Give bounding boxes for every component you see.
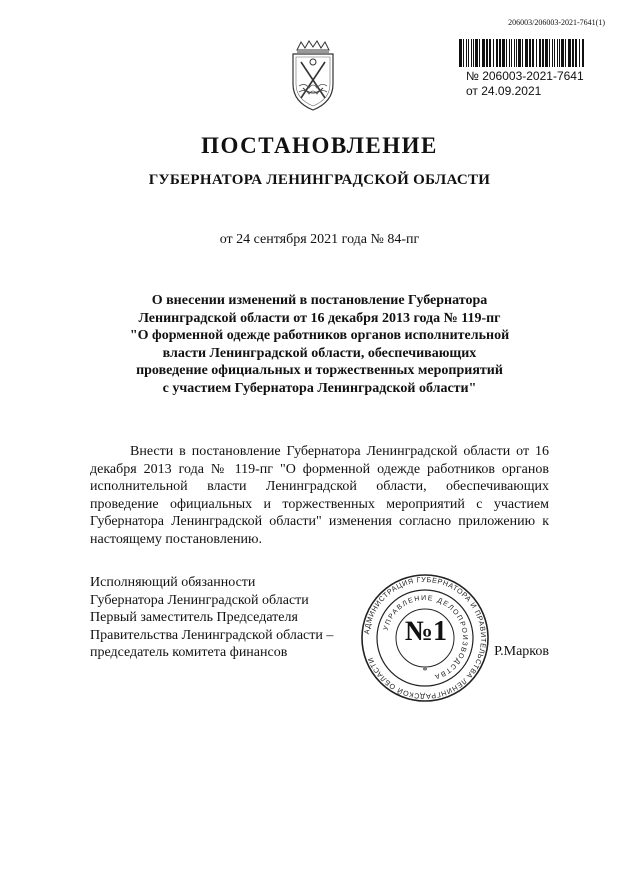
signer-position [90,574,370,662]
document-author-heading: ГУБЕРНАТОРА ЛЕНИНГРАДСКОЙ ОБЛАСТИ [148,172,491,188]
seal-outer-text: АДМИНИСТРАЦИЯ ГУБЕРНАТОРА И ПРАВИТЕЛЬСТВА ЛЕНИНГРАДСКОЙ ОБЛАСТИ [362,574,489,702]
subject-line: Ленинградской области от 16 декабря 2013 года № 119-пг [138,310,501,326]
subject-line: власти Ленинградской области, обеспечивающих [162,345,477,361]
subject-line: "О форменной одежде работников органов исполнительной [129,328,510,343]
signer-name: Р.Марков [494,644,549,659]
signer-position-line: Губернатора Ленинградской области [90,592,309,608]
registration-number: № 206003-2021-7641 [466,69,584,83]
signer-position-line: председатель комитета финансов [90,645,288,660]
barcode-icon [458,39,586,67]
document-reference-code: 206003/206003-2021-7641(1) [508,18,605,27]
seal-number: №1 [404,616,448,647]
document-date-number: от 24 сентября 2021 года № 84-пг [219,232,420,247]
seal-inner-text: УПРАВЛЕНИЕ ДЕЛОПРОИЗВОДСТВА [382,594,469,681]
signer-position-line: Исполняющий обязанности [90,575,256,590]
subject-line: О внесении изменений в постановление Губернатора [151,293,488,308]
signer-position-line: Первый заместитель Председателя [90,610,298,625]
body-paragraph: Внести в постановление Губернатора Ленинградской области от 16 декабря 2013 года № 119-пг "О форменной одежде работников органов исполнительной власти Ленинградской области, обеспечивающих проведение официальных и торжественных мероприятий с участием Губернатора Ленинградской области" изменения согласно приложению к настоящему постановлению. [90,444,549,547]
registration-date: от 24.09.2021 [466,84,542,98]
leningrad-oblast-coat-of-arms-icon [283,40,343,112]
document-type-heading: ПОСТАНОВЛЕНИЕ [201,133,438,158]
signer-position-line: Правительства Ленинградской области – [90,627,334,643]
svg-text:*: * [422,666,428,677]
document-subject [90,292,549,397]
subject-line: с участием Губернатора Ленинградской области" [162,380,477,396]
subject-line: проведение официальных и торжественных мероприятий [136,363,503,378]
